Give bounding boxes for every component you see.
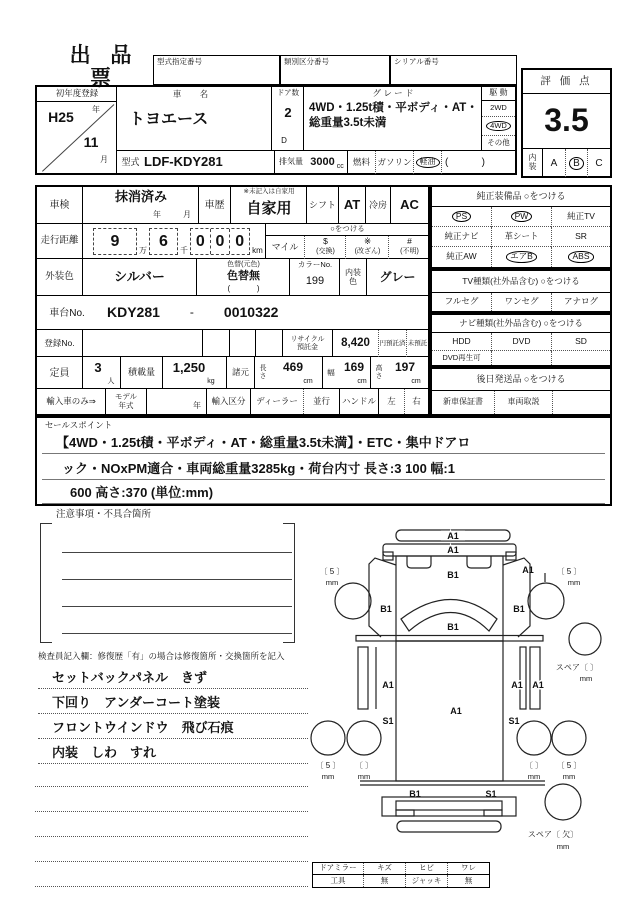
sales-line-1: 【4WD・1.25t積・平ボディ・AT・総重量3.5t未満】・ETC・集中ドアロ	[42, 430, 605, 454]
tv-oneseg: ワンセグ	[491, 293, 551, 311]
flag-unknown	[388, 236, 429, 259]
spare-tire-bottom	[545, 784, 581, 820]
height-unit: cm	[411, 378, 421, 386]
rear-right-inner-tire	[517, 721, 551, 755]
displacement-number: 3000	[310, 156, 335, 169]
front-bumper-code: A1	[447, 545, 459, 555]
rear-bumper-step-right	[484, 810, 502, 816]
repaint-paren: ( )	[227, 284, 260, 294]
doors-label: ドア数	[276, 88, 300, 98]
shift-label: シフト	[307, 187, 339, 224]
right-gate-shape-2	[530, 647, 540, 709]
year-unit: 年	[92, 104, 100, 114]
mileage-digits-cell	[83, 224, 265, 259]
mileage-digit-1: 0	[235, 232, 245, 250]
grade-label: グ レ ー ド	[372, 88, 414, 99]
drive-label: 駆 動	[482, 87, 515, 101]
bed-floor-code: A1	[450, 706, 462, 716]
tool-label: 工具	[330, 875, 346, 885]
rear-right-inner-mm: mm	[527, 772, 541, 781]
inspector-line-2: 下回り アンダーコート塗装	[38, 689, 308, 714]
rear-gate-s-code: S1	[485, 789, 497, 799]
sales-line-3: 600 高さ:370 (単位:mm)	[42, 482, 605, 504]
aircon-value: AC	[400, 197, 419, 213]
equipment-airbag-selected: エアB	[491, 247, 551, 267]
color-no-cell	[290, 259, 340, 296]
grade-cell	[304, 87, 482, 150]
drive-cell	[482, 87, 515, 150]
repaint-label: 色替(元色)	[227, 260, 260, 268]
recycle-amount: 8,420	[341, 337, 370, 350]
first-registration-cell	[37, 87, 117, 173]
windshield-code: B1	[447, 622, 459, 632]
cab-back-panel	[356, 636, 543, 642]
flag-unknown-symbol: #	[407, 236, 412, 247]
interior-grade-a: A	[550, 157, 558, 169]
notes-line-3	[62, 606, 292, 607]
length-unit: cm	[303, 378, 313, 386]
rear-left-inner-mm: mm	[357, 772, 371, 781]
cab-visor-right	[467, 556, 491, 568]
spare-missing-label: スペア〔 欠〕	[527, 830, 579, 839]
mirror-crack: ヒビ	[405, 863, 447, 874]
jack-none: 無	[447, 875, 489, 887]
equipment-abs-selected: ABS	[551, 247, 610, 267]
equipment-sr: SR	[551, 227, 610, 247]
equipment-pw-selected: PW	[491, 207, 551, 227]
height-label: 高さ	[375, 365, 383, 380]
left-door-code: B1	[380, 604, 392, 614]
rear-right-outer-mm: mm	[562, 772, 576, 781]
recycle-not-deposited: 未預託	[406, 330, 428, 357]
shipping-manual: 車両取説	[494, 391, 552, 414]
vehicle-table	[35, 85, 517, 175]
inspection-row	[37, 187, 428, 224]
jack-label: ジャッキ	[405, 875, 447, 887]
spare-top-mm: mm	[579, 674, 593, 683]
navi-type-header: ナビ種類(社外品含む) ○をつける	[432, 315, 610, 333]
fuel-other-paren: ( )	[441, 151, 515, 174]
import-row	[37, 389, 428, 414]
left-gate-s-code: S1	[382, 716, 394, 726]
car-name-cell	[117, 87, 272, 150]
spare-bottom-mm: mm	[556, 842, 570, 851]
fuel-option-gasoline: ガソリン	[375, 151, 413, 174]
navi-type-box	[430, 313, 612, 367]
tool-none: 無	[363, 875, 405, 887]
registration-blank-1	[203, 330, 230, 357]
mileage-label: 走行距離	[37, 224, 83, 259]
repaint-cell	[197, 259, 290, 296]
model-code: LDF-KDY281	[144, 154, 223, 170]
history-label: 車歴	[199, 187, 231, 224]
registration-blank-2	[230, 330, 256, 357]
doors-count: 2	[284, 104, 292, 120]
load-label: 積載量	[121, 357, 163, 389]
rear-left-inner-depth: 〔 〕	[354, 761, 374, 770]
import-type-parallel: 並行	[303, 389, 339, 414]
drive-option-other: その他	[487, 137, 510, 147]
history-note: ※未記入は自家用	[243, 188, 295, 196]
chassis-no-row	[37, 296, 428, 330]
model-designation-no-field: 型式指定番号	[153, 55, 280, 85]
left-gate-code: A1	[382, 680, 394, 690]
rear-right-inner-depth: 〔 〕	[524, 761, 544, 770]
model-fuel-row	[117, 150, 515, 173]
cab-visor-left	[407, 556, 431, 568]
mileage-digit-1k: 6	[149, 228, 178, 255]
fuel-option-diesel-selected: 軽油	[413, 151, 441, 174]
front-left-tire	[335, 583, 371, 619]
rear-left-inner-tire	[347, 721, 381, 755]
length-value: 469	[282, 360, 304, 375]
tv-fullseg: フルセグ	[444, 296, 479, 307]
rear-left-outer-mm: mm	[321, 772, 335, 781]
shift-value: AT	[339, 187, 366, 224]
car-name-label: 車 名	[172, 88, 217, 99]
front-right-tire-mm: mm	[567, 578, 581, 587]
right-gate-code-2: A1	[532, 680, 544, 690]
color-no-value: 199	[305, 274, 325, 287]
inspector-blank-line-5	[35, 886, 308, 887]
height-value: 197	[394, 360, 416, 375]
shaken-year-unit: 年	[153, 209, 161, 219]
inspector-blank-line-3	[35, 836, 308, 837]
later-shipping-box	[430, 367, 612, 416]
width-value: 169	[343, 360, 365, 375]
mileage-digit-100: 0	[191, 229, 211, 254]
fuel-label: 燃料	[347, 151, 375, 174]
load-unit: kg	[207, 378, 215, 386]
mileage-digit-10k: 9	[93, 228, 137, 255]
flag-tamper-symbol: ※	[363, 236, 372, 247]
class-division-no-field: 類別区分番号	[280, 55, 390, 85]
interior-grade-b-selected: B	[565, 149, 587, 177]
left-data-block	[35, 185, 430, 416]
tv-type-header: TV種類(社外品含む) ○をつける	[432, 271, 610, 293]
history-value: 自家用	[246, 199, 292, 217]
mileage-unit-10k: 万	[139, 246, 147, 256]
equipment-box	[430, 185, 612, 269]
inspector-blank-line-4	[35, 861, 308, 862]
registration-no-blank	[83, 330, 203, 357]
shaken-label: 車検	[37, 187, 83, 224]
door-mirror-label: ドアミラー	[319, 863, 357, 873]
navi-blank-1	[491, 351, 551, 365]
capacity-row	[37, 357, 428, 389]
navi-dvd-playable: DVD再生可	[442, 352, 481, 362]
interior-color-label: 内装色	[340, 259, 367, 296]
rear-bumper-bar	[397, 821, 501, 832]
first-registration-year: H25	[48, 109, 74, 126]
rear-right-outer-depth: 〔 5 〕	[556, 761, 582, 770]
recycle-deposited: 円預託済	[378, 330, 406, 357]
navi-hdd: HDD	[432, 333, 491, 351]
chassis-prefix: KDY281	[107, 304, 160, 321]
month-unit: 月	[100, 154, 108, 164]
later-shipping-header: 後日発送品 ○をつける	[432, 369, 610, 391]
equipment-navi: 純正ナビ	[432, 227, 491, 247]
grade-text: 4WD・1.25t積・平ボディ・AT・総重量3.5t未満	[309, 102, 478, 129]
navi-blank-2	[551, 351, 610, 365]
persons-unit: 人	[107, 378, 115, 386]
doors-cell	[272, 87, 304, 150]
equipment-leather: 革シート	[491, 227, 551, 247]
mileage-digits-box	[190, 228, 250, 255]
spec-label: 諸元	[227, 357, 255, 389]
chassis-serial: 0010322	[223, 304, 279, 321]
chassis-no-label: 車台No.	[49, 307, 85, 319]
page-title: 出 品 票	[69, 43, 139, 90]
rear-left-outer-depth: 〔 5 〕	[315, 761, 341, 770]
interior-grade-label: 内装	[523, 149, 543, 177]
model-year-unit: 年	[193, 401, 201, 411]
first-registration-label: 初年度登録	[37, 87, 117, 102]
rear-gate-b-code: B1	[409, 789, 421, 799]
mirror-row	[313, 863, 489, 875]
mileage-row	[37, 224, 428, 259]
persons-value: 3	[94, 359, 102, 375]
width-unit: cm	[357, 378, 367, 386]
import-type-dealer: ディーラー	[256, 395, 298, 406]
left-gate-shape	[358, 647, 368, 709]
shaken-status: 抹消済み	[114, 189, 167, 205]
model-year-label: モデル年式	[105, 389, 147, 414]
shaken-month-unit: 月	[183, 209, 191, 219]
handle-right: 右	[404, 389, 428, 414]
aircon-label: 冷房	[366, 187, 391, 224]
front-right-tire	[528, 583, 564, 619]
shipping-warranty: 新車保証書	[443, 397, 483, 407]
capacity-label: 定員	[37, 357, 83, 389]
circle-note: ○をつける	[266, 224, 429, 236]
load-value: 1,250	[172, 359, 206, 375]
rear-bumper-inner	[396, 801, 502, 810]
displacement-value	[307, 151, 347, 174]
flag-unknown-label: (不明)	[400, 248, 419, 256]
mileage-unit-1k: 千	[180, 246, 188, 256]
notes-label: 注意事項・不具合箇所	[56, 508, 152, 520]
car-name: トヨエース	[129, 111, 209, 129]
chassis-separator: -	[189, 305, 194, 320]
interior-grade-c: C	[587, 149, 610, 177]
sales-points-box	[35, 416, 612, 506]
chassis-no-value	[97, 296, 428, 330]
rear-left-outer-tire	[311, 721, 345, 755]
left-fender-shape	[369, 558, 396, 637]
inspector-line-3: フロントウインドウ 飛び石痕	[38, 714, 308, 739]
load-cell	[163, 357, 227, 389]
tv-analog: アナログ	[551, 293, 610, 311]
equipment-tv: 純正TV	[551, 207, 610, 227]
rear-right-outer-tire	[552, 721, 586, 755]
evaluation-box	[521, 68, 612, 178]
notes-line-2	[62, 579, 292, 580]
inspector-blank-line-1	[35, 786, 308, 787]
right-gate-s-code: S1	[508, 716, 520, 726]
interior-color-value: グレー	[379, 269, 416, 284]
spare-tire-top	[569, 623, 601, 655]
length-label: 長さ	[259, 365, 267, 380]
navi-sd: SD	[551, 333, 610, 351]
equipment-aw: 純正AW	[446, 251, 477, 262]
first-registration-month: 11	[83, 134, 99, 151]
handle-label: ハンドル	[339, 389, 379, 414]
sales-points-label: セールスポイント	[45, 419, 113, 430]
front-right-tire-depth: 〔 5 〕	[556, 567, 582, 576]
import-type-label: 輸入区分	[207, 389, 251, 414]
equipment-header: 純正装備品 ○をつける	[432, 187, 610, 207]
shaken-status-cell	[83, 187, 199, 224]
handle-left: 左	[387, 395, 396, 406]
flag-exchange	[304, 236, 345, 259]
flag-exchange-label: (交換)	[316, 248, 335, 256]
import-only-label: 輸入車のみ⇒	[46, 395, 96, 406]
mile-label: マイル	[271, 241, 299, 252]
height-cell	[387, 357, 428, 389]
evaluation-score: 3.5	[544, 102, 589, 139]
model-code-label: 型式	[121, 156, 140, 167]
length-cell	[271, 357, 323, 389]
doors-note: D	[281, 136, 287, 146]
notes-line-4	[62, 633, 292, 634]
notes-bracket-right	[283, 523, 295, 643]
rear-bumper-step-left	[396, 810, 414, 816]
right-door-code: B1	[513, 604, 525, 614]
flag-tamper	[345, 236, 388, 259]
mileage-km-unit: km	[252, 246, 263, 256]
flag-exchange-symbol: $	[323, 236, 328, 247]
right-gate-code-1: A1	[511, 680, 523, 690]
notes-line-1	[62, 552, 292, 553]
drive-option-2wd: 2WD	[482, 101, 515, 117]
mileage-digit-10: 0	[211, 229, 231, 254]
model-year-cell	[147, 389, 207, 414]
tv-type-box	[430, 269, 612, 313]
flag-tamper-label: (改ざん)	[354, 248, 381, 256]
shipping-blank	[552, 391, 610, 414]
mirror-tool-table	[312, 862, 490, 888]
front-left-tire-mm: mm	[325, 578, 339, 587]
repaint-value: 色替無	[227, 269, 260, 282]
inspector-blank-line-2	[35, 811, 308, 812]
evaluation-title: 評 価 点	[523, 70, 610, 94]
right-front-code: A1	[522, 565, 534, 575]
spare-top-label: スペア〔 〕	[555, 663, 599, 672]
exterior-color-label: 外装色	[37, 259, 83, 296]
rear-bumper-outer	[382, 797, 516, 816]
notes-bracket-left	[40, 523, 52, 643]
registration-blank-3	[256, 330, 283, 357]
right-gate-shape-1	[520, 647, 526, 709]
registration-no-label: 登録No.	[37, 330, 83, 357]
sales-line-2: ック・NOxPM適合・車両総重量3285kg・荷台内寸 長さ:3 100 幅:1	[42, 456, 605, 480]
inspector-label: 検査員記入欄：修復歴「有」の場合は修復箇所・交換箇所を記入	[38, 650, 285, 661]
damage-diagram	[295, 520, 625, 860]
tool-row	[313, 875, 489, 887]
displacement-label: 排気量	[274, 151, 307, 174]
mirror-break: ワレ	[447, 863, 489, 874]
serial-no-field: シリアル番号	[390, 55, 517, 85]
persons-cell	[83, 357, 121, 389]
exterior-color-value: シルバー	[83, 259, 197, 296]
mirror-scratch: キズ	[363, 863, 405, 874]
color-no-label: カラーNo.	[297, 260, 333, 270]
drive-option-4wd-selected: 4WD	[482, 117, 515, 136]
exterior-color-row	[37, 259, 428, 296]
width-label: 幅	[327, 367, 335, 377]
inspector-line-4: 内装 しわ すれ	[38, 739, 308, 764]
cab-roof-code: B1	[447, 570, 459, 580]
mileage-flags-cell	[265, 224, 428, 259]
inspector-line-1: セットバックパネル きず	[38, 664, 308, 689]
history-cell	[231, 187, 307, 224]
navi-dvd: DVD	[491, 333, 551, 351]
front-left-tire-depth: 〔 5 〕	[319, 567, 345, 576]
front-bumper-top-code: A1	[447, 531, 459, 541]
equipment-ps-selected: PS	[432, 207, 491, 227]
displacement-unit: cc	[336, 162, 344, 170]
width-cell	[339, 357, 371, 389]
recycle-deposit-label: リサイクル預託金	[283, 330, 333, 357]
registration-no-row	[37, 330, 428, 357]
